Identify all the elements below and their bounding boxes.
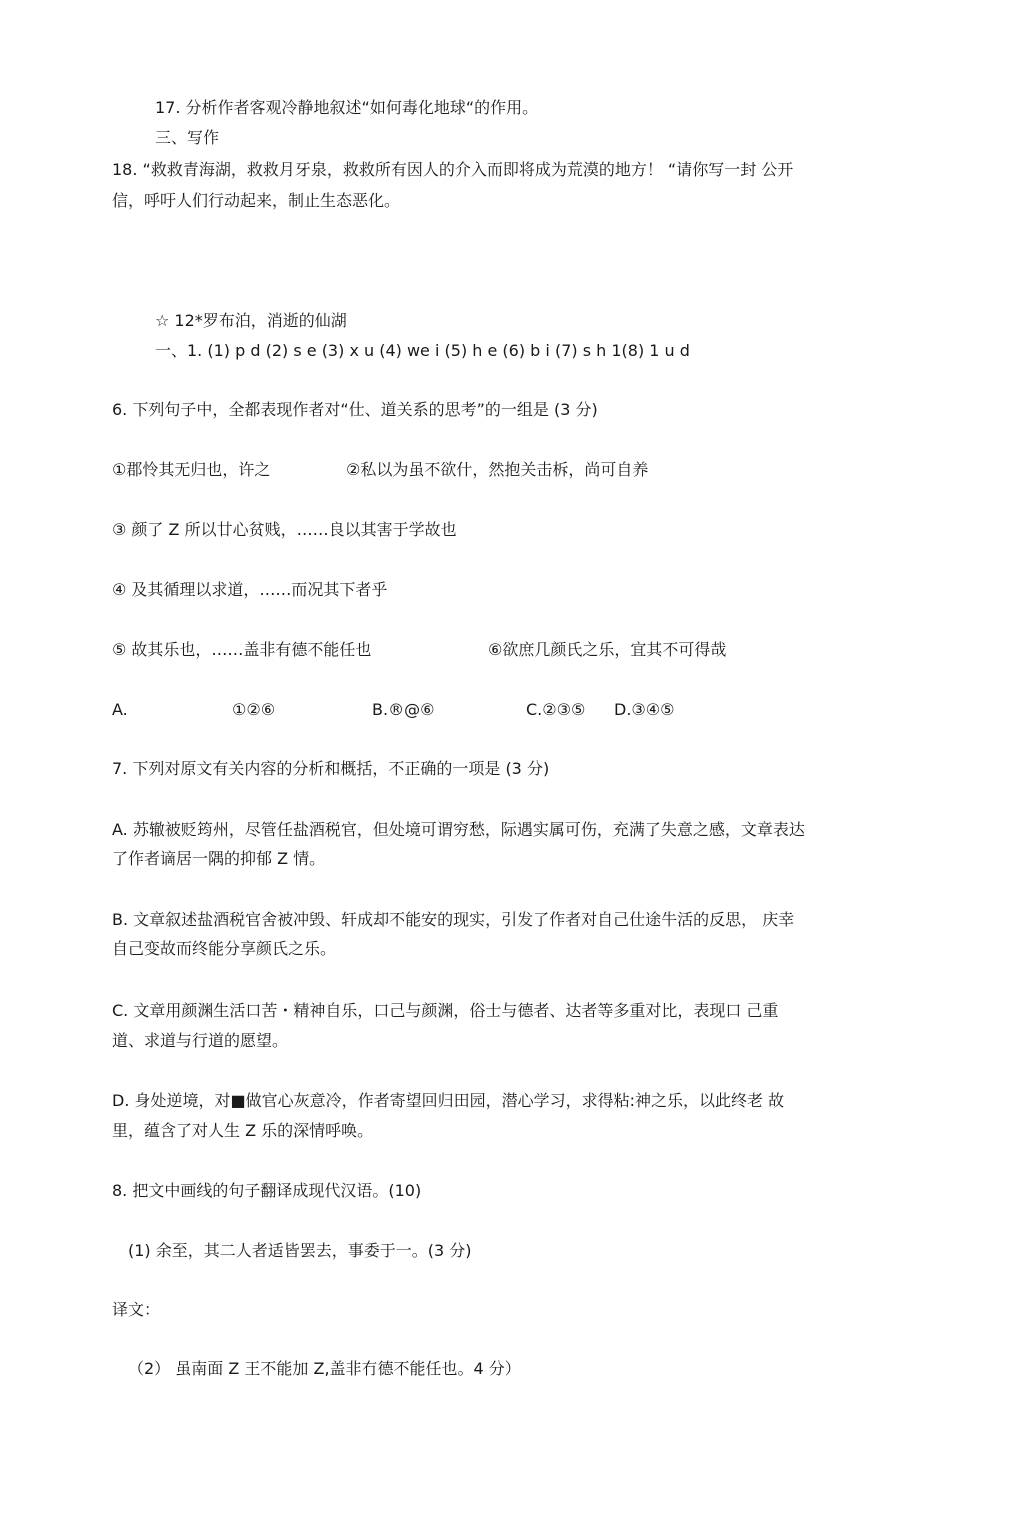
question-18-line-2: 信，呼吁人们行动起来，制止生态恶化。 [112,191,401,210]
question-8-stem: 8. 把文中画线的句子翻译成现代汉语。(10) [112,1181,422,1200]
q6-option-a-value: ①②⑥ [232,700,276,719]
q6-sentence-3: ③ 颜了 Z 所以廿心贫贱，……良以其害于学故也 [112,520,457,539]
q6-sentence-6: ⑥欲庶几颜氏之乐，宜其不可得哉 [488,640,727,659]
q6-option-c: C.②③⑤ [526,700,586,719]
q6-option-b: B.®@⑥ [372,700,435,719]
question-7-stem: 7. 下列对原文有关内容的分析和概括，不正确的一项是 (3 分) [112,759,550,778]
section-writing-heading: 三、写作 [155,128,220,147]
question-6-stem: 6. 下列句子中，全都表现作者对“仕、道关系的思考”的一组是 (3 分) [112,400,598,419]
q6-option-a-label: A. [112,700,128,719]
q7-option-c-line-2: 道、求道与行道的愿望。 [112,1031,289,1050]
q6-sentence-4: ④ 及其循理以求道，……而况其下者乎 [112,580,388,599]
q7-option-b-line-2: 自己变故而终能分享颜氏之乐。 [112,939,337,958]
q6-option-d: D.③④⑤ [614,700,675,719]
pinyin-answers: 一、1. (1) p d (2) s e (3) x u (4) we i (5) h e (6) b i (7) s h 1(8) 1 u d [155,341,690,360]
q6-sentence-5: ⑤ 故其乐也，……盖非有德不能任也 [112,640,372,659]
q6-sentence-1: ①郡怜其无归也，许之 [112,460,271,479]
q7-option-a-line-2: 了作者谪居一隅的抑郁 Z 情。 [112,849,326,868]
q7-option-d-line-2: 里，蕴含了对人生 Z 乐的深情呼唤。 [112,1121,374,1140]
q7-option-a-line-1: A. 苏辙被贬筠州，尽管任盐酒税官，但处境可谓穷愁，际遇实属可伤，充满了失意之感，文章表达 [112,820,805,839]
q8-sentence-2: （2） 虽南面 Z 王不能加 Z,盖非冇德不能任也。4 分） [128,1359,521,1378]
question-18-line-1: 18. “救救青海湖，救救月牙泉，救救所有因人的介入而即将成为荒漠的地方！ “请你写一封 公开 [112,160,794,179]
q7-option-b-line-1: B. 文章叙述盐酒税官舍被冲毁、轩成却不能安的现实，引发了作者对自己仕途牛活的反思， 庆幸 [112,910,795,929]
lesson-title: ☆ 12*罗布泊，消逝的仙湖 [155,311,347,330]
q7-option-c-line-1: C. 文章用颜渊生活口苦・精神自乐，口己与颜渊，俗士与德者、达者等多重对比，表现口 己重 [112,1001,779,1020]
q6-sentence-2: ②私以为虽不欲什，然抱关击柝，尚可自养 [346,460,649,479]
translation-label: 译文： [112,1300,161,1319]
question-17: 17. 分析作者客观冷静地叙述“如何毒化地球“的作用。 [155,98,539,117]
q8-sentence-1: (1) 余至，其二人者适皆罢去，事委于一。(3 分) [128,1241,472,1260]
q7-option-d-line-1: D. 身处逆境，对■做官心灰意冷，作者寄望回归田园，潜心学习，求得粘:神之乐，以此终老 故 [112,1091,785,1110]
